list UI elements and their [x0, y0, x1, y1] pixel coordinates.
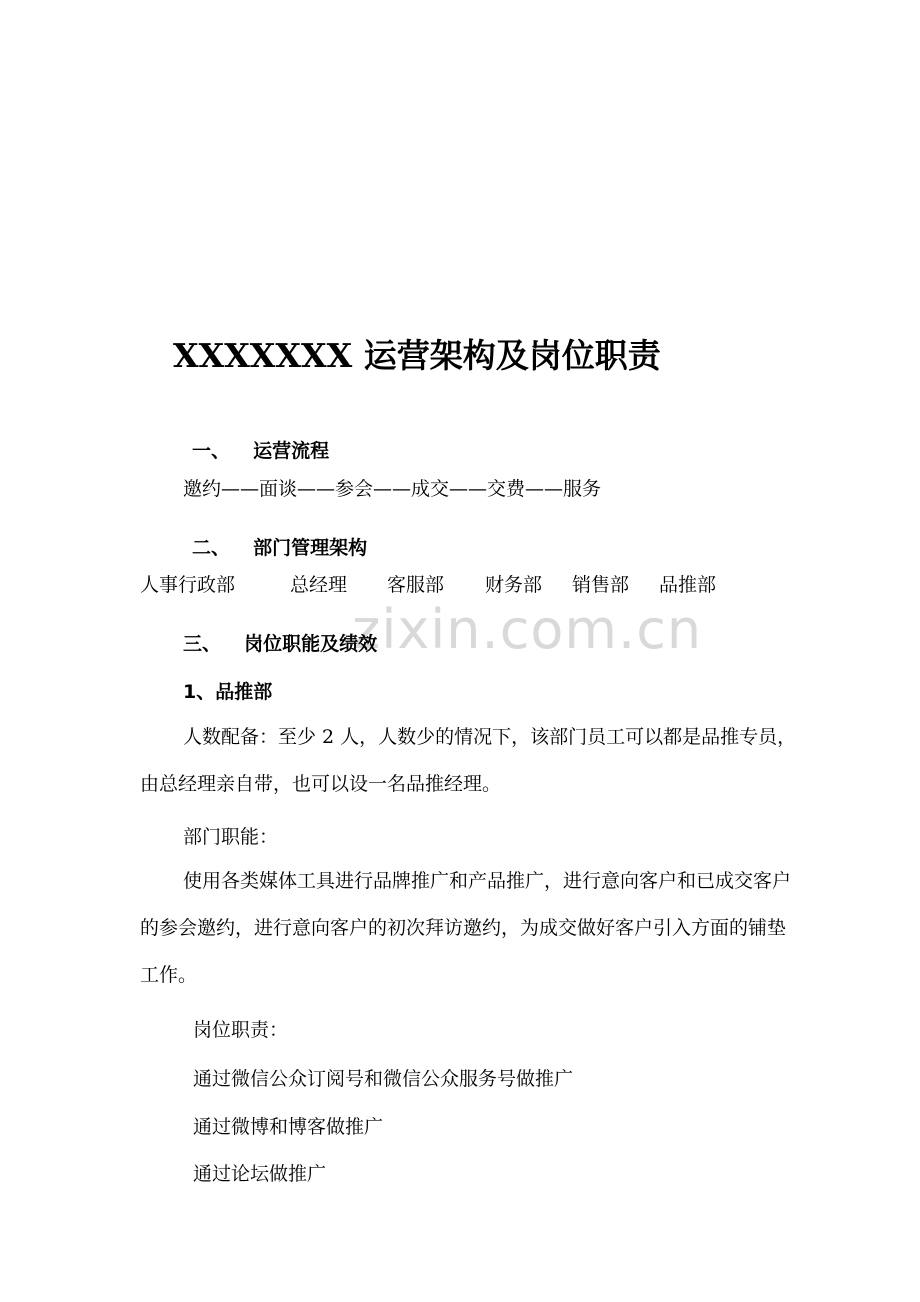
duty-item: 通过微博和博客做推广	[193, 1116, 384, 1138]
duties-label: 岗位职责：	[193, 1019, 289, 1041]
section-2-title: 部门管理架构	[253, 537, 368, 559]
staffing-paragraph: 人数配备：至少 2 人，人数少的情况下，该部门员工可以都是品推专员，由总经理亲自带，也可以设一名品推经理。	[140, 726, 797, 795]
department-item: 销售部	[572, 574, 630, 596]
document-title: XXXXXXX 运营架构及岗位职责	[173, 336, 661, 375]
section-1-heading	[192, 436, 329, 463]
section-3-number: 三、	[183, 633, 222, 655]
department-list	[140, 570, 716, 597]
department-item: 品推部	[659, 574, 717, 596]
section-3-heading	[183, 629, 377, 656]
department-item: 总经理	[290, 574, 348, 596]
process-flow: 邀约——面谈——参会——成交——交费——服务	[183, 478, 602, 500]
section-3-title: 岗位职能及绩效	[244, 633, 378, 655]
duty-item: 通过微信公众订阅号和微信公众服务号做推广	[193, 1068, 574, 1090]
watermark: zixin.com.cn	[352, 598, 703, 661]
department-item: 人事行政部	[140, 574, 236, 596]
department-item: 客服部	[387, 574, 445, 596]
department-item: 财务部	[485, 574, 543, 596]
section-1-title: 运营流程	[253, 440, 330, 462]
section-1-number: 一、	[192, 440, 231, 462]
dept-function-label: 部门职能：	[183, 826, 279, 848]
section-2-heading	[192, 533, 367, 560]
duty-item: 通过论坛做推广	[193, 1163, 327, 1185]
dept-function-paragraph: 使用各类媒体工具进行品牌推广和产品推广，进行意向客户和已成交客户的参会邀约，进行意向客户的初次拜访邀约，为成交做好客户引入方面的铺垫工作。	[140, 870, 792, 986]
subsection-heading: 1、品推部	[183, 681, 273, 703]
section-2-number: 二、	[192, 537, 231, 559]
